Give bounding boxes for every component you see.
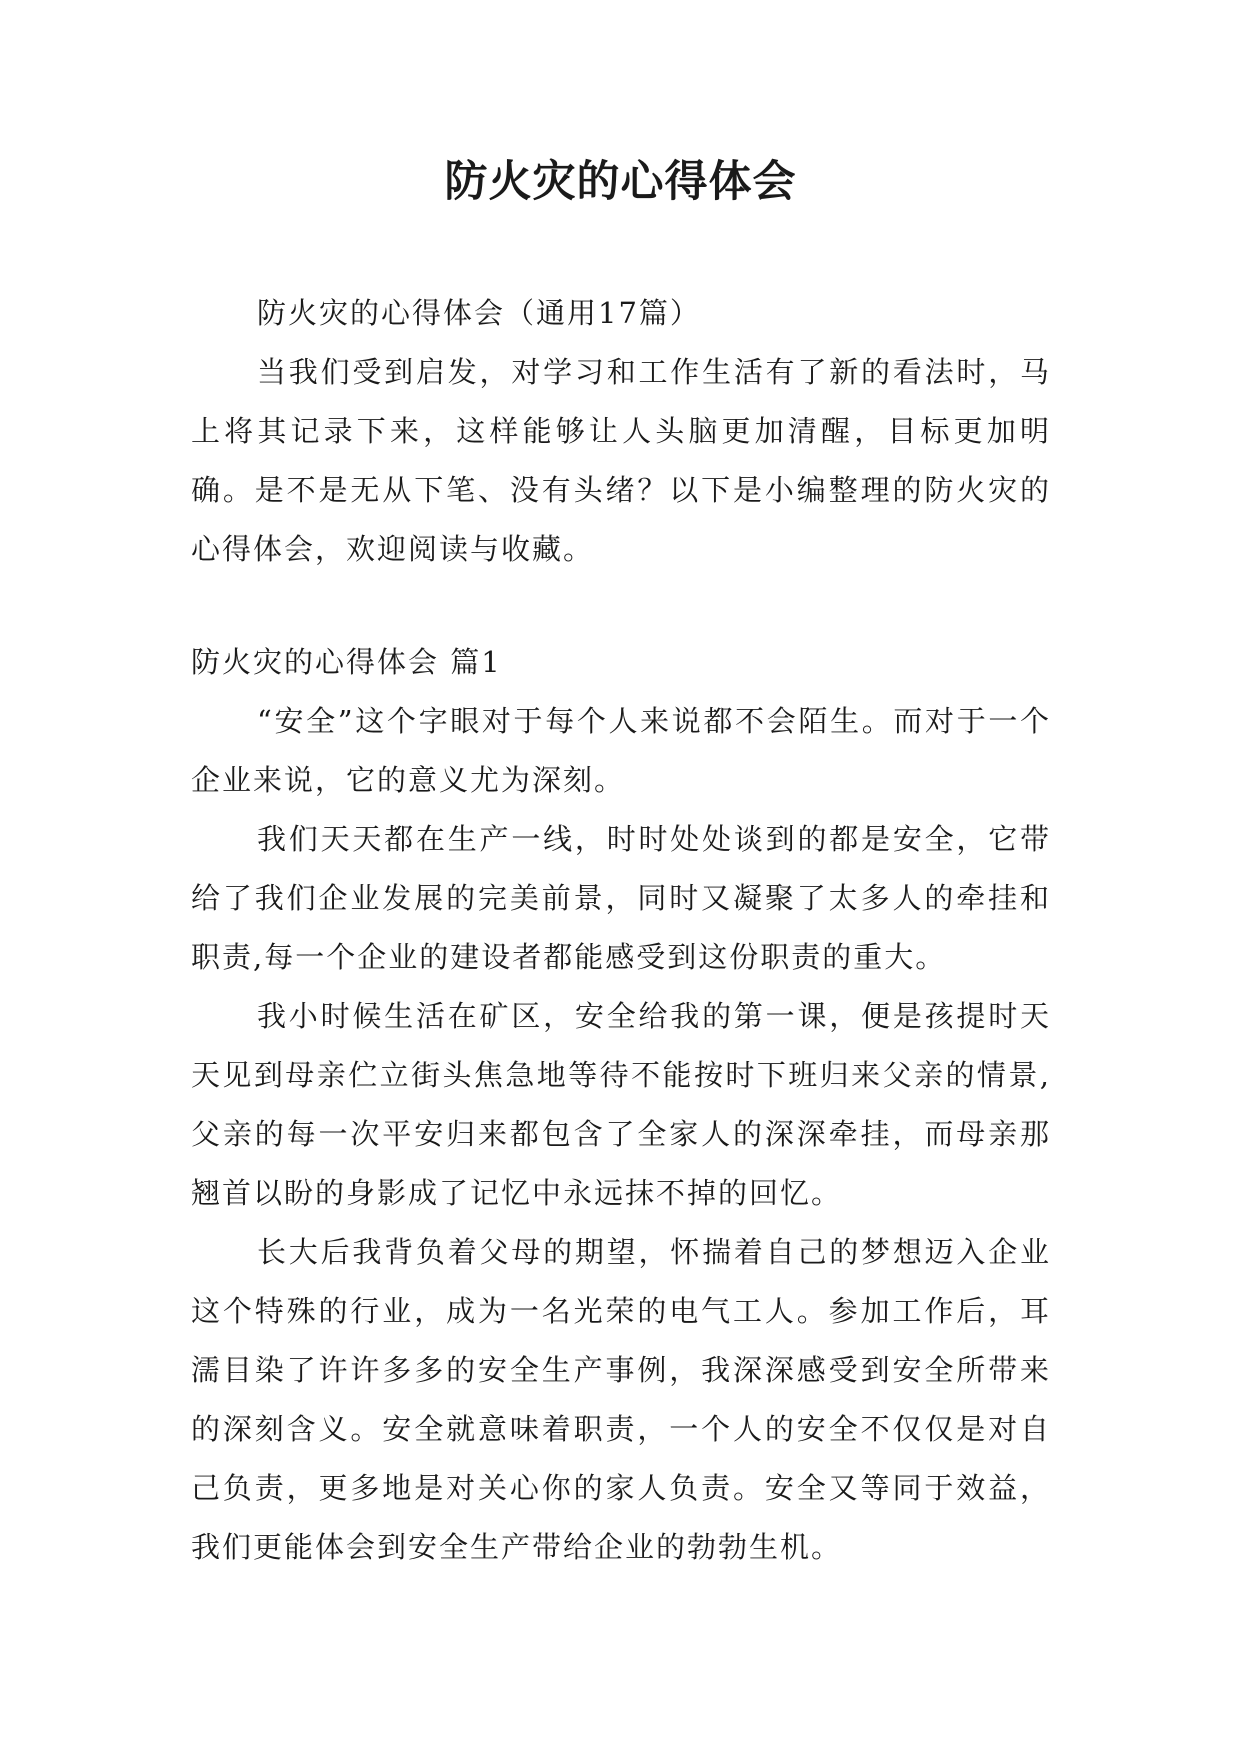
- section-heading: 防火灾的心得体会 篇1: [191, 645, 502, 679]
- paragraph-4: 长大后我背负着父母的期望，怀揣着自己的梦想迈入企业这个特殊的行业，成为一名光荣的电气工人。参加工作后，耳濡目染了许许多多的安全生产事例，我深深感受到安全所带来的深刻含义。安全就意味着职责，一个人的安全不仅仅是对自己负责，更多地是对关心你的家人负责。安全又等同于效益，我们更能体会到安全生产带给企业的勃勃生机。: [191, 1235, 1051, 1564]
- paragraph-1: “安全”这个字眼对于每个人来说都不会陌生。而对于一个企业来说，它的意义尤为深刻。: [191, 704, 1051, 797]
- paragraph-3: 我小时候生活在矿区，安全给我的第一课，便是孩提时天天见到母亲伫立街头焦急地等待不能按时下班归来父亲的情景,父亲的每一次平安归来都包含了全家人的深深牵挂，而母亲那翘首以盼的身影成了记忆中永远抹不掉的回忆。: [191, 999, 1051, 1210]
- paragraph-2: 我们天天都在生产一线，时时处处谈到的都是安全，它带给了我们企业发展的完美前景，同时又凝聚了太多人的牵挂和职责,每一个企业的建设者都能感受到这份职责的重大。: [191, 822, 1051, 974]
- document-subtitle: 防火灾的心得体会（通用17篇）: [257, 296, 701, 330]
- document-title: 防火灾的心得体会: [444, 157, 797, 207]
- intro-paragraph: 当我们受到启发，对学习和工作生活有了新的看法时，马上将其记录下来，这样能够让人头脑更加清醒，目标更加明确。是不是无从下笔、没有头绪？以下是小编整理的防火灾的心得体会，欢迎阅读与收藏。: [191, 355, 1051, 566]
